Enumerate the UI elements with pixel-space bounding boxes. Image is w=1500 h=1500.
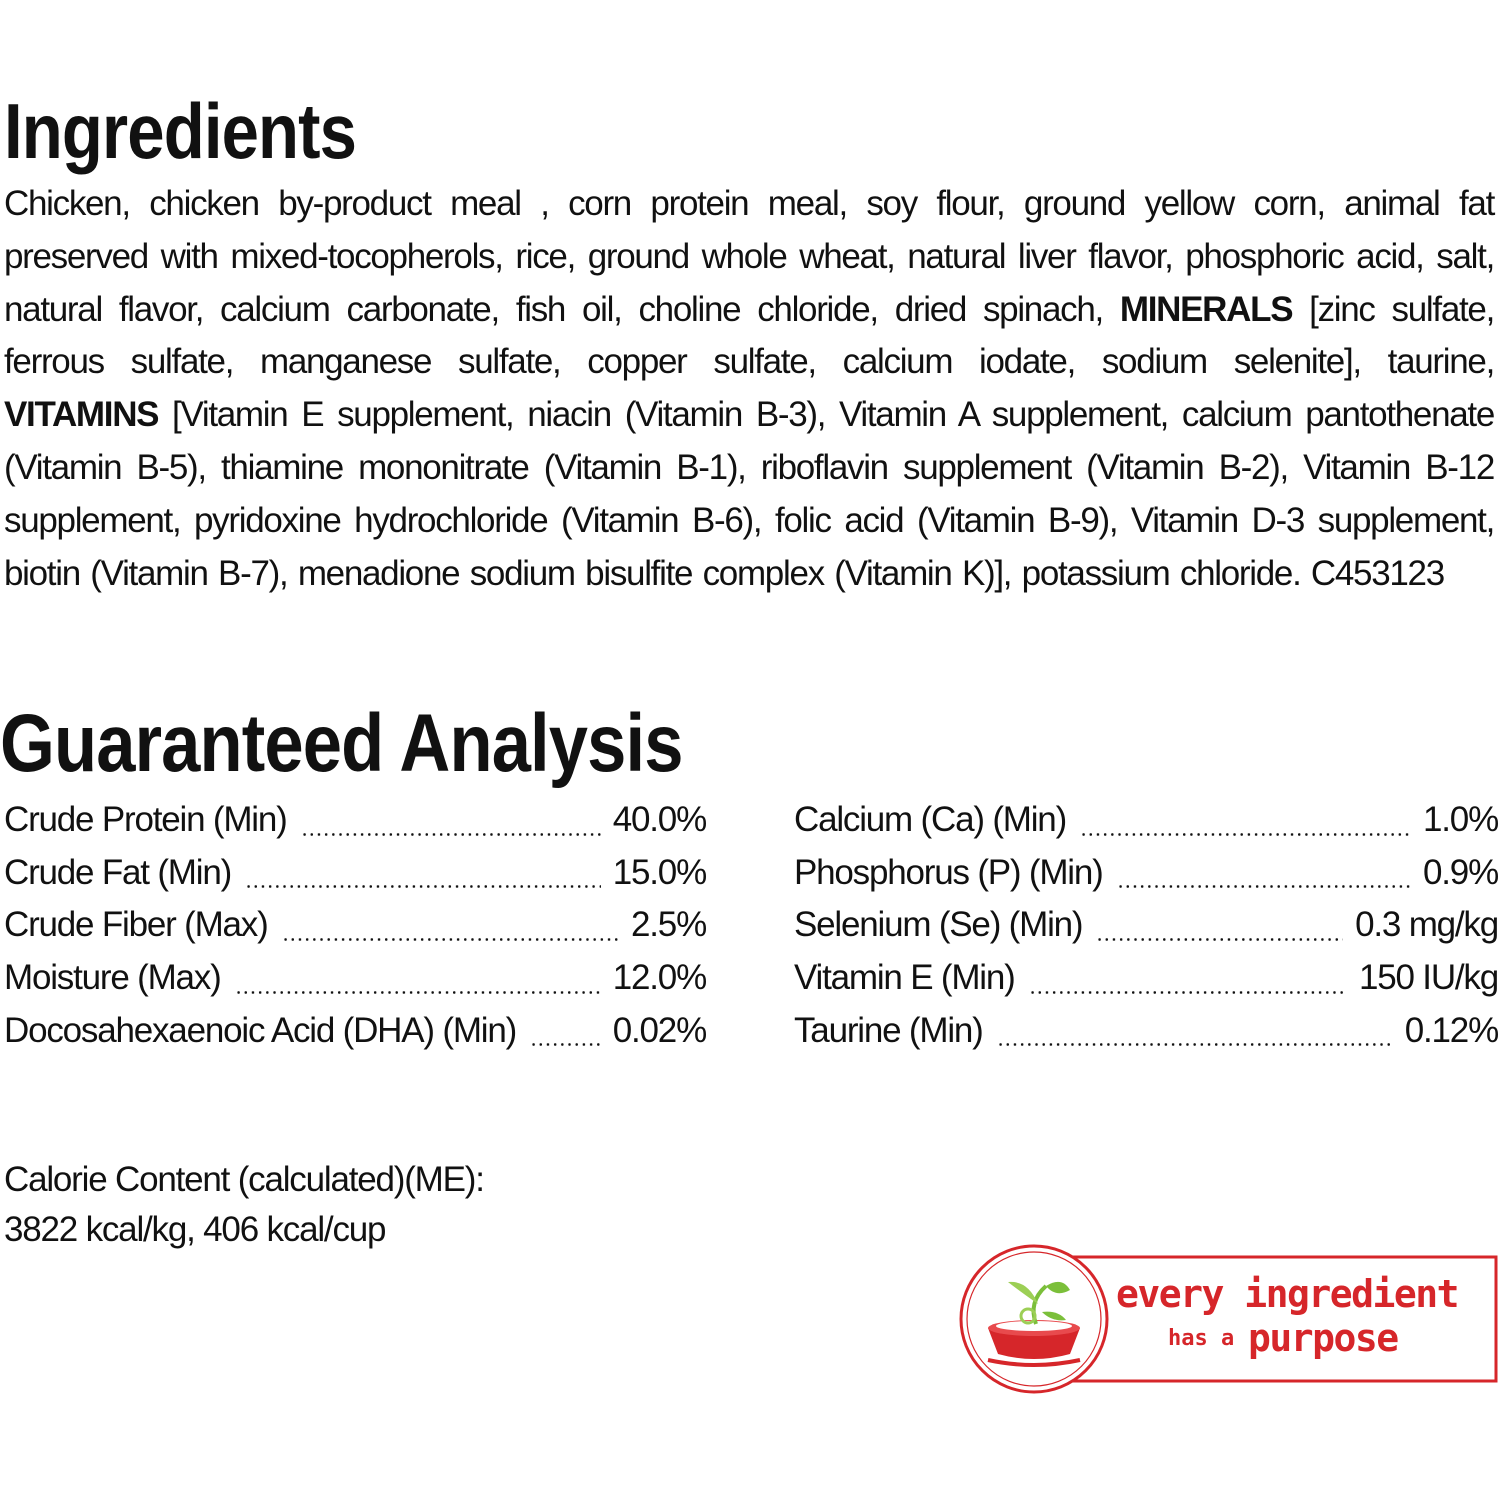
ingredients-text-part2: [zinc sulfate, ferrous sulfate, manganese sulfate, copper sulfate, calcium iodate, sodium selenite], taurine, [4, 289, 1495, 382]
minerals-label: MINERALS [1119, 289, 1293, 329]
dot-leader [301, 833, 601, 836]
analysis-row [4, 800, 706, 853]
ingredients-text-part3: [Vitamin E supplement, niacin (Vitamin B-3), Vitamin A supplement, calcium pantothenate (Vitamin B-5), thiamine mononitrate (Vitamin B-1), riboflavin supplement (Vitamin B-2), Vitamin B-12 supplement, pyridoxine hydrochloride (Vitamin B-6), folic acid (Vitamin B-9), Vitamin D-3 supplement, biotin (Vitamin B-7), menadione sodium bisulfite complex (Vitamin K)], potassium chloride. C453123 [4, 395, 1494, 593]
analysis-value: 12.0% [612, 958, 706, 998]
dot-leader [282, 938, 619, 941]
purpose-badge [958, 1242, 1500, 1396]
badge-tagline-line2: purpose [1248, 1316, 1398, 1360]
analysis-row [794, 958, 1498, 1011]
dot-leader [530, 1043, 601, 1046]
analysis-label: Docosahexaenoic Acid (DHA) (Min) [4, 1010, 517, 1050]
guaranteed-analysis-title: Guaranteed Analysis [0, 698, 683, 789]
analysis-label: Phosphorus (P) (Min) [794, 852, 1103, 892]
analysis-label: Crude Fiber (Max) [4, 905, 268, 945]
analysis-label: Calcium (Ca) (Min) [794, 800, 1067, 839]
analysis-value: 150 IU/kg [1358, 958, 1498, 998]
ingredients-title: Ingredients [4, 87, 357, 175]
analysis-row [794, 1011, 1498, 1064]
ingredients-text [4, 178, 1494, 600]
analysis-row [4, 905, 706, 958]
dot-leader [1117, 885, 1411, 888]
analysis-label: Selenium (Se) (Min) [794, 905, 1083, 945]
dot-leader [1080, 833, 1411, 836]
analysis-value: 2.5% [631, 905, 706, 945]
dot-leader [1029, 991, 1347, 994]
vitamins-label: VITAMINS [4, 395, 159, 435]
analysis-row [4, 1011, 706, 1064]
dot-leader [235, 991, 601, 994]
analysis-label: Vitamin E (Min) [794, 958, 1015, 998]
badge-tagline-line1: every ingredient [1116, 1272, 1459, 1316]
analysis-value: 0.9% [1423, 852, 1498, 892]
analysis-right-column [794, 800, 1498, 1063]
calorie-content-value: 3822 kcal/kg, 406 kcal/cup [4, 1210, 386, 1249]
badge-tagline-small: has a [1168, 1326, 1235, 1351]
analysis-label: Moisture (Max) [4, 958, 221, 998]
analysis-value: 0.3 mg/kg [1355, 905, 1498, 945]
ingredients-text-part1: Chicken, chicken by-product meal , corn protein meal, soy flour, ground yellow corn, animal fat preserved with mixed-tocopherols, rice, ground whole wheat, natural liver flavor, phosphoric acid, salt, natural flavor, calcium carbonate, fish oil, choline chloride, dried spinach, [4, 184, 1494, 329]
analysis-row [794, 800, 1498, 853]
analysis-value: 1.0% [1423, 800, 1498, 839]
badge-graphic [958, 1242, 1500, 1396]
analysis-value: 0.12% [1404, 1010, 1498, 1050]
analysis-value: 40.0% [612, 800, 706, 839]
analysis-row [4, 853, 706, 906]
analysis-row [4, 958, 706, 1011]
analysis-left-column [4, 800, 706, 1063]
analysis-value: 0.02% [612, 1010, 706, 1050]
dot-leader [997, 1043, 1393, 1046]
calorie-content-label: Calorie Content (calculated)(ME): [4, 1160, 484, 1199]
analysis-row [794, 905, 1498, 958]
dot-leader [245, 885, 601, 888]
analysis-row [794, 853, 1498, 906]
analysis-label: Crude Protein (Min) [4, 800, 287, 839]
analysis-label: Taurine (Min) [794, 1010, 983, 1050]
analysis-value: 15.0% [612, 852, 706, 892]
analysis-label: Crude Fat (Min) [4, 852, 232, 892]
dot-leader [1096, 938, 1343, 941]
